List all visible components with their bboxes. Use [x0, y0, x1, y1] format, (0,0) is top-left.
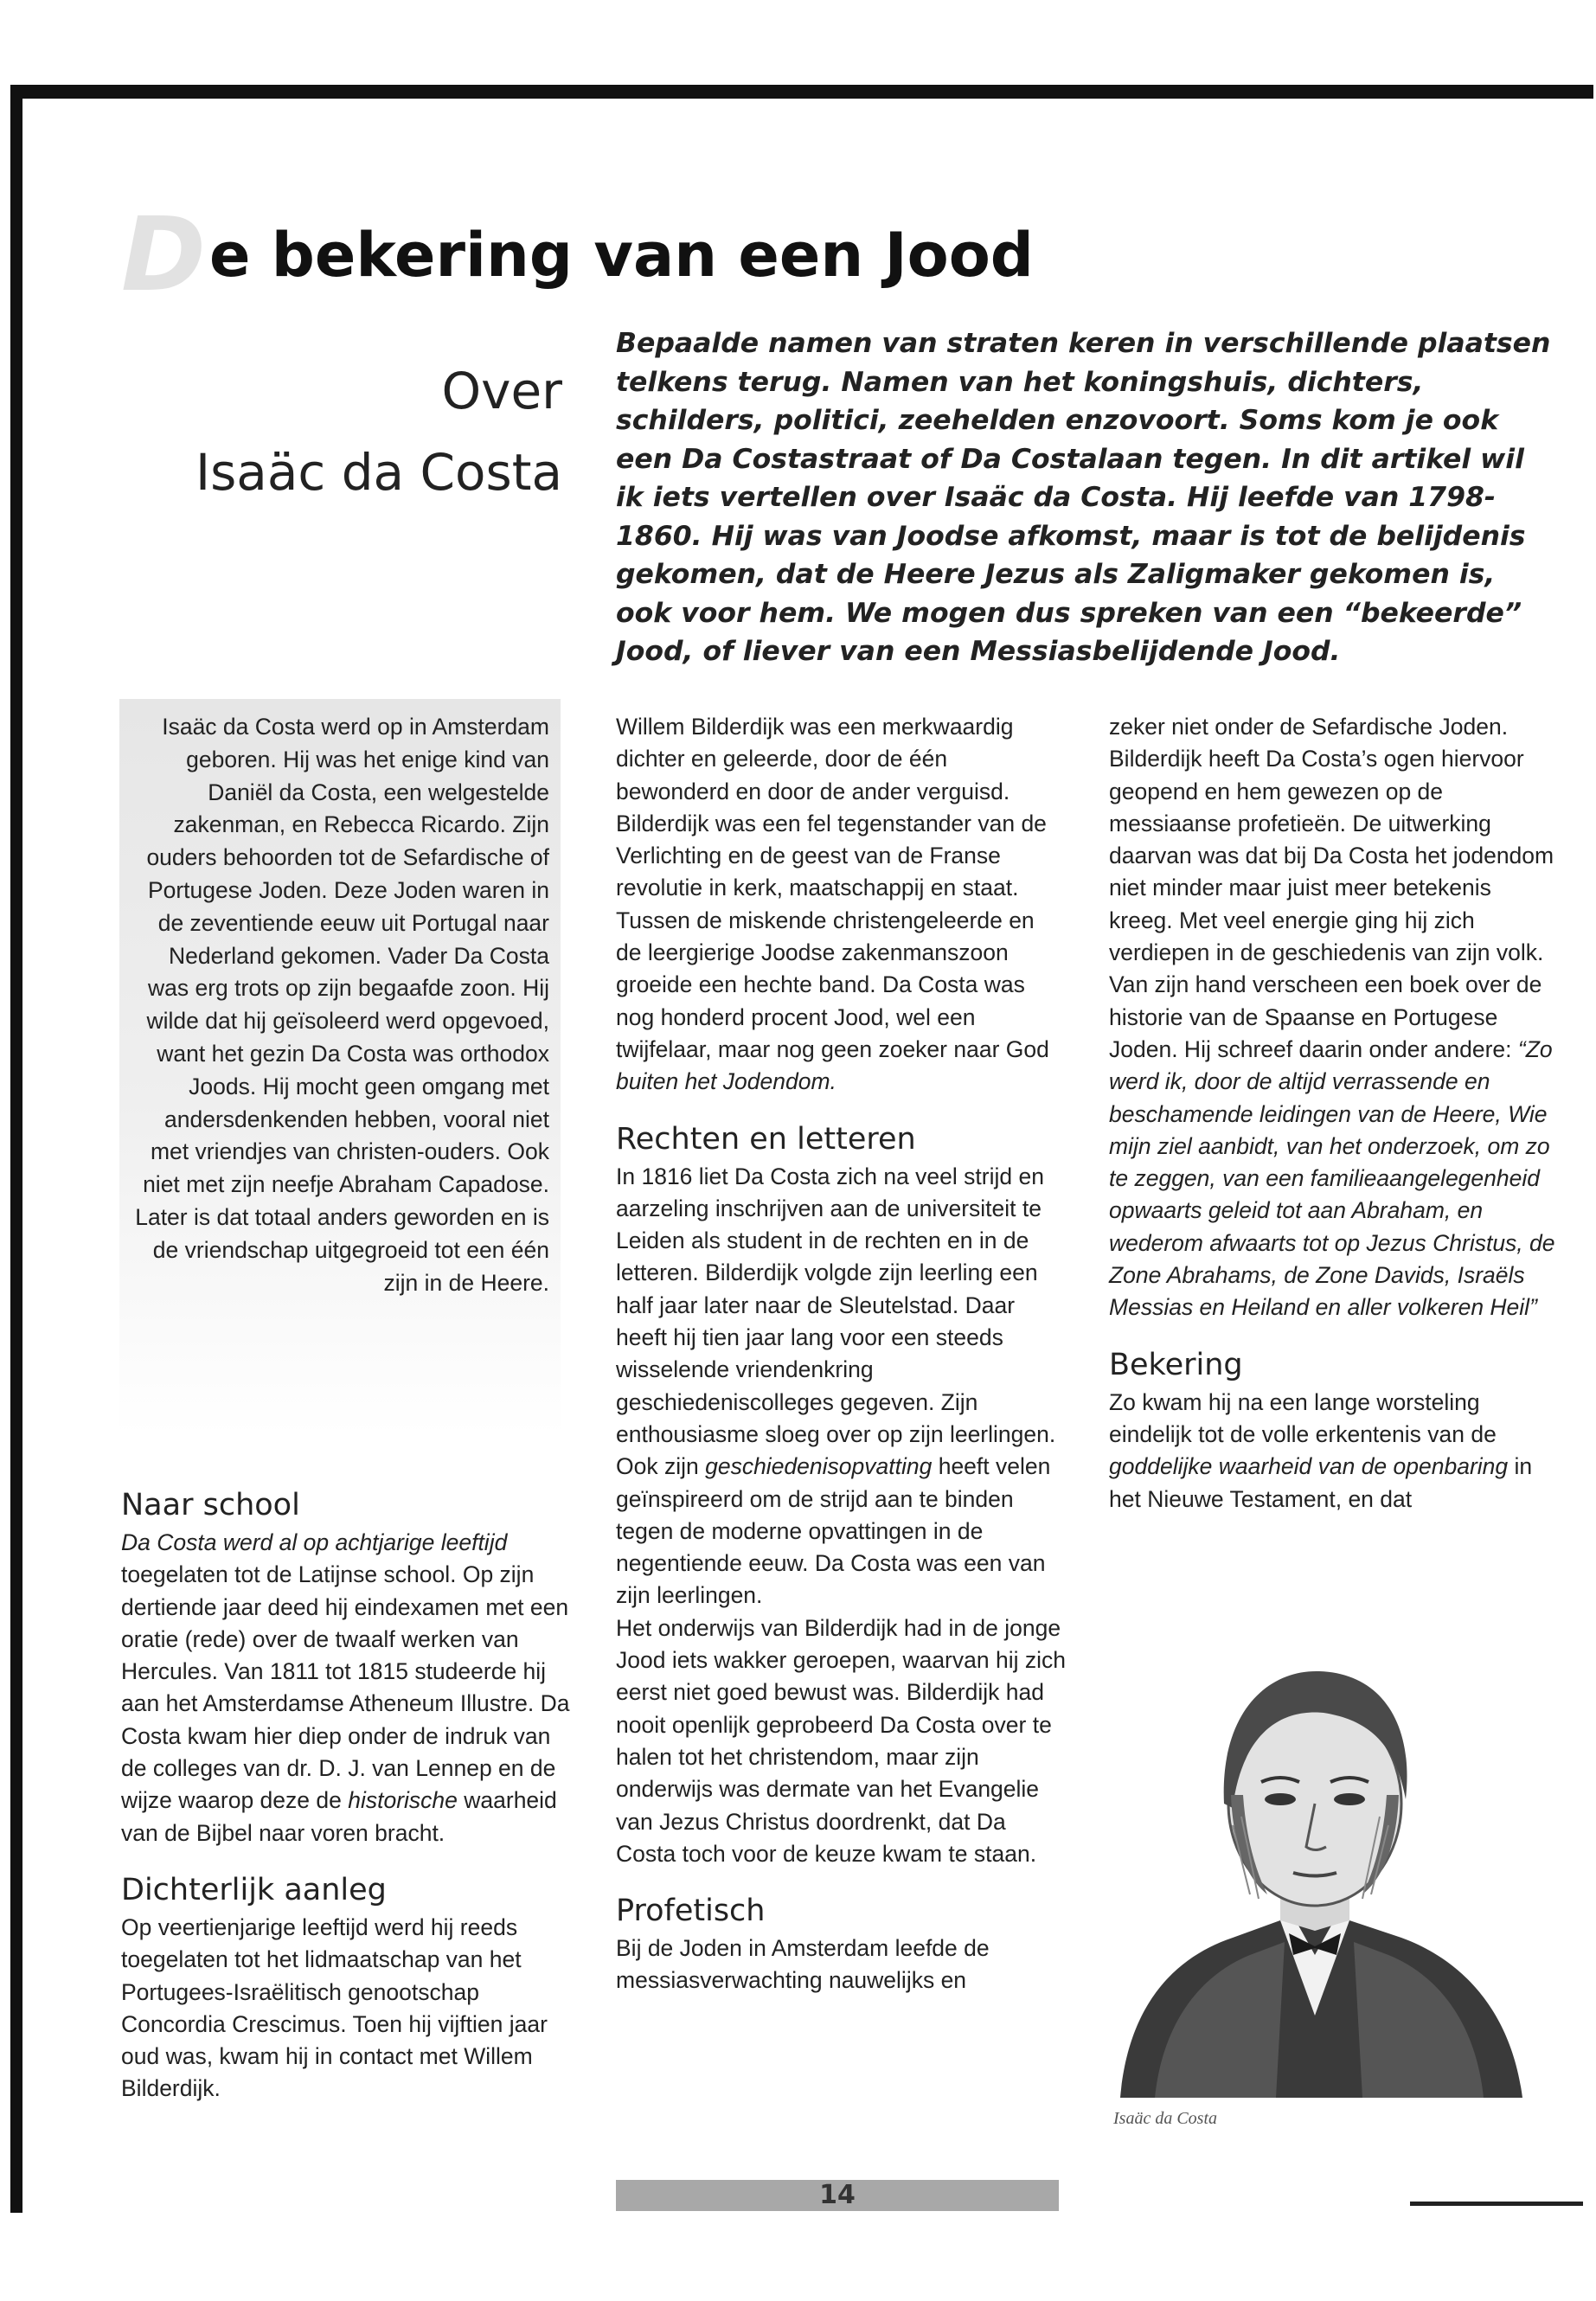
bottom-rule: [1410, 2202, 1583, 2206]
article-title: [121, 195, 1034, 314]
paragraph-profetisch: Bij de Joden in Amsterdam leefde de messiasverwachting nauwelijks en: [616, 1935, 990, 1994]
title-text: e bekering van een Jood: [208, 220, 1034, 291]
paragraph-rechten: In 1816 liet Da Costa zich na veel strijd en aarzeling inschrijven aan de universiteit te Leiden als student in de rechten en in de letteren. Bilderdijk volgde zijn leerling een half jaar later naar de Sleutelstad. Daar heeft hij tien jaar lang voor een steeds wisselende vriendenkring geschiedeniscolleges gegeven. Zijn enthousiasme sloeg over op zijn leerlingen. Ook zijn geschiedenisopvatting heeft velen geïnspireerd om de strijd aan te binden tegen de moderne opvattingen in de negentiende eeuw. Da Costa was een van zijn leerlingen.: [616, 1163, 1056, 1609]
title-dropcap: D: [121, 195, 206, 314]
column-1: [121, 1484, 571, 2106]
intro-paragraph: Bepaalde namen van straten keren in verschillende plaatsen telkens terug. Namen van het koningshuis, dichters, schilders, politici, zeehelden enzovoort. Soms kom je ook een Da Costastraat of Da Costalaan tegen. In dit artikel wil ik iets vertellen over Isaäc da Costa. Hij leefde van 1798-1860. Hij was van Joodse afkomst, maar is tot de belijdenis gekomen, dat de Heere Jezus als Zaligmaker gekomen is, ook voor hem. We mogen dus spreken van een “bekeerde” Jood, of liever van een Messiasbelijdende Jood.: [616, 328, 1551, 667]
subtitle-line-1: Over: [441, 362, 562, 420]
column-3: [1109, 711, 1559, 1516]
paragraph-bilderdijk: Willem Bilderdijk was een merkwaardig dichter en geleerde, door de één bewonderd en door de ander verguisd. Bilderdijk was een fel tegenstander van de Verlichting en de geest van de Franse revolutie in kerk, maatschappij en staat. Tussen de miskende christengeleerde en de leergierige Joodse zakenmanszoon groeide een hechte band. Da Costa was nog honderd procent Jood, wel een twijfelaar, maar nog geen zoeker naar God buiten het Jodendom.: [616, 714, 1049, 1095]
heading-bekering: Bekering: [1109, 1347, 1243, 1382]
paragraph-naar-school: Da Costa werd al op achtjarige leeftijd toegelaten tot de Latijnse school. Op zijn dertiende jaar deed hij eindexamen met een oratie (rede) over de twaalf werken van Hercules. Van 1811 tot 1815 studeerde hij aan het Amsterdamse Atheneum Illustre. Da Costa kwam hier diep onder de indruk van de colleges van dr. D. J. van Lennep en de wijze waarop deze de historische waarheid van de Bijbel naar voren bracht.: [121, 1529, 570, 1846]
paragraph-onderwijs: Het onderwijs van Bilderdijk had in de jonge Jood iets wakker geroepen, waarvan hij zich eerst niet goed bewust was. Bilderdijk had nooit openlijk geprobeerd Da Costa over te halen tot het christendom, maar zijn onderwijs was dermate van het Evangelie van Jezus Christus doordrenkt, dat Da Costa toch voor de keuze kwam te staan.: [616, 1614, 1066, 1867]
paragraph-dichterlijk-aanleg: Op veertienjarige leeftijd werd hij reeds toegelaten tot het lidmaatschap van het Portugees-Israëlitisch genootschap Concordia Crescimus. Toen hij vijftien jaar oud was, kwam hij in contact met Willem Bilderdijk.: [121, 1913, 548, 2102]
subtitle-line-2: Isaäc da Costa: [195, 443, 562, 502]
top-border: [10, 85, 1593, 99]
heading-naar-school: Naar school: [121, 1488, 300, 1522]
paragraph-bekering: Zo kwam hij na een lange worsteling eindelijk tot de volle erkentenis van de goddelijke waarheid van de openbaring in het Nieuwe Testament, en dat: [1109, 1388, 1533, 1512]
heading-rechten-en-letteren: Rechten en letteren: [616, 1121, 916, 1157]
sidebox-text: Isaäc da Costa werd op in Amsterdam geboren. Hij was het enige kind van Daniël da Costa, een welgestelde zakenman, en Rebecca Ricardo. Zijn ouders behoorden tot de Sefardische of Portugese Joden. Deze Joden waren in de zeventiende eeuw uit Portugal naar Nederland gekomen. Vader Da Costa was erg trots op zijn begaafde zoon. Hij wilde dat hij geïsoleerd werd opgevoed, want het gezin Da Costa was orthodox Joods. Hij mocht geen omgang met andersdenkenden hebben, vooral niet met vriendjes van christen-ouders. Ook niet met zijn neefje Abraham Capadose. Later is dat totaal anders geworden en is de vriendschap uitgegroeid tot een één zijn in de Heere.: [135, 714, 549, 1296]
portrait-caption: Isaäc da Costa: [1113, 2109, 1217, 2128]
heading-profetisch: Profetisch: [616, 1894, 766, 1929]
paragraph-sefardische: zeker niet onder de Sefardische Joden. Bilderdijk heeft Da Costa’s ogen hiervoor geopend en hem gewezen op de messiaanse profetieën. De uitwerking daarvan was dat bij Da Costa het jodendom niet minder maar juist meer betekenis kreeg. Met veel energie ging hij zich verdiepen in de geschiedenis van zijn volk. Van zijn hand verscheen een boek over de historie van de Spaanse en Portugese Joden. Hij schreef daarin onder andere: “Zo werd ik, door de altijd verrassende en beschamende leidingen van de Heere, Wie mijn ziel aanbidt, van het onderzoek, om zo te zeggen, van een familieaangelegenheid opwaarts geleid tot aan Abraham, en wederom afwaarts tot op Jezus Christus, de Zone Abrahams, de Zone Davids, Israëls Messias en Heiland en aller volkeren Heil”: [1109, 714, 1555, 1321]
column-2: [616, 711, 1066, 1997]
page-number: 14: [819, 2180, 856, 2210]
article-subtitle: [112, 350, 562, 513]
left-border: [10, 85, 22, 2213]
portrait-engraving: [1103, 1609, 1527, 2098]
heading-dichterlijk-aanleg: Dichterlijk aanleg: [121, 1872, 387, 1907]
